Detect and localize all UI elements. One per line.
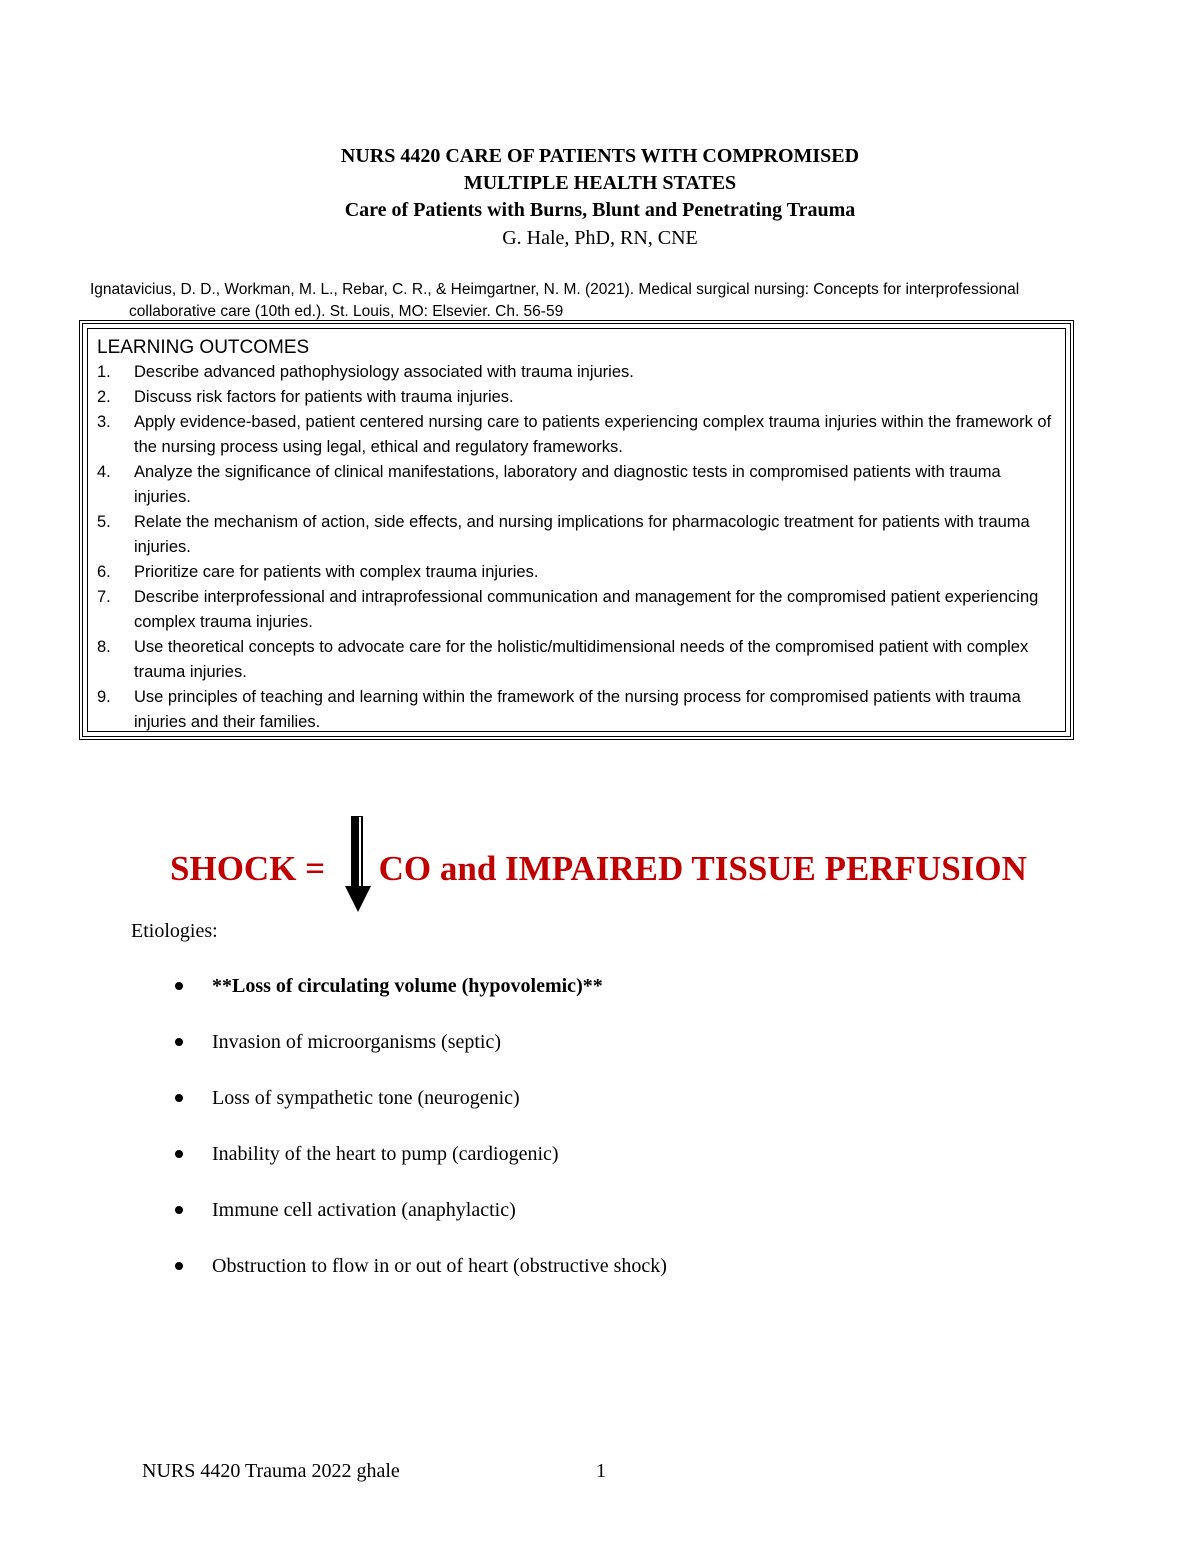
page-number: 1: [596, 1460, 606, 1482]
outcome-text: Use theoretical concepts to advocate care for the holistic/multidimensional needs of the compromised patient with complex trauma injuries.: [134, 638, 1029, 681]
bullet-icon: [175, 1150, 183, 1158]
shock-heading-suffix: CO and IMPAIRED TISSUE PERFUSION: [378, 849, 1027, 888]
outcome-item: [97, 410, 1056, 460]
outcome-text: Apply evidence-based, patient centered nursing care to patients experiencing complex trauma injuries within the framework of the nursing process using legal, ethical and regulatory frameworks.: [134, 413, 1052, 456]
outcome-number: 9.: [97, 688, 111, 706]
author-line: G. Hale, PhD, RN, CNE: [502, 227, 698, 249]
learning-outcomes-list: [97, 360, 1056, 735]
etiology-item: [172, 972, 667, 1028]
outcome-item: [97, 510, 1056, 560]
outcome-item: [97, 360, 1056, 385]
learning-outcomes-title: LEARNING OUTCOMES: [97, 337, 310, 358]
course-title-line-2: MULTIPLE HEALTH STATES: [463, 172, 737, 194]
etiology-item: [172, 1140, 667, 1196]
etiology-text: Invasion of microorganisms (septic): [212, 1031, 502, 1053]
learning-outcomes-box: [79, 320, 1074, 740]
outcome-item: [97, 385, 1056, 410]
document-header: [0, 143, 1200, 253]
outcome-number: 6.: [97, 563, 111, 581]
shock-heading-prefix: SHOCK =: [170, 849, 326, 888]
etiology-list: [172, 972, 667, 1308]
outcome-number: 1.: [97, 363, 111, 381]
etiology-text: Obstruction to flow in or out of heart (obstructive shock): [212, 1255, 667, 1277]
outcome-text: Discuss risk factors for patients with trauma injuries.: [134, 388, 514, 406]
outcome-text: Describe advanced pathophysiology associated with trauma injuries.: [134, 363, 634, 381]
outcome-text: Describe interprofessional and intraprofessional communication and management for the compromised patient experiencing complex trauma injuries.: [134, 588, 1039, 631]
outcome-item: [97, 685, 1056, 735]
bullet-icon: [175, 1094, 183, 1102]
etiology-text: Inability of the heart to pump (cardiogenic): [212, 1143, 559, 1165]
outcome-number: 5.: [97, 513, 111, 531]
etiology-item: [172, 1196, 667, 1252]
outcome-text: Relate the mechanism of action, side effects, and nursing implications for pharmacologic treatment for patients with trauma injuries.: [134, 513, 1030, 556]
bullet-icon: [175, 1206, 183, 1214]
etiology-item: [172, 1252, 667, 1308]
outcome-text: Prioritize care for patients with complex trauma injuries.: [134, 563, 539, 581]
outcome-text: Analyze the significance of clinical manifestations, laboratory and diagnostic tests in compromised patients with trauma injuries.: [134, 463, 1001, 506]
etiology-item: [172, 1028, 667, 1084]
shock-heading: [170, 844, 1070, 894]
course-title-line-1: NURS 4420 CARE OF PATIENTS WITH COMPROMISED: [340, 145, 860, 167]
textbook-citation: Ignatavicius, D. D., Workman, M. L., Rebar, C. R., & Heimgartner, N. M. (2021). Medical surgical nursing: Concepts for interprofessional collaborative care (10th ed.). St. Louis, MO: Elsevier. Ch. 56-59: [90, 281, 1020, 320]
outcome-number: 2.: [97, 388, 111, 406]
bullet-icon: [175, 982, 183, 990]
outcome-number: 4.: [97, 463, 111, 481]
etiologies-label: Etiologies:: [131, 920, 218, 942]
bullet-icon: [175, 1262, 183, 1270]
etiology-item: [172, 1084, 667, 1140]
bullet-icon: [175, 1038, 183, 1046]
etiology-text: Loss of sympathetic tone (neurogenic): [212, 1087, 520, 1109]
etiology-text: Immune cell activation (anaphylactic): [212, 1199, 516, 1221]
lecture-title: Care of Patients with Burns, Blunt and Penetrating Trauma: [344, 199, 856, 221]
outcome-text: Use principles of teaching and learning within the framework of the nursing process for compromised patients with trauma injuries and their families.: [134, 688, 1021, 731]
outcome-number: 8.: [97, 638, 111, 656]
outcome-item: [97, 460, 1056, 510]
etiology-text: **Loss of circulating volume (hypovolemic)**: [212, 975, 603, 997]
outcome-item: [97, 560, 1056, 585]
footer-label: NURS 4420 Trauma 2022 ghale: [142, 1460, 400, 1482]
outcome-number: 7.: [97, 588, 111, 606]
outcome-item: [97, 635, 1056, 685]
outcome-item: [97, 585, 1056, 635]
outcome-number: 3.: [97, 413, 111, 431]
